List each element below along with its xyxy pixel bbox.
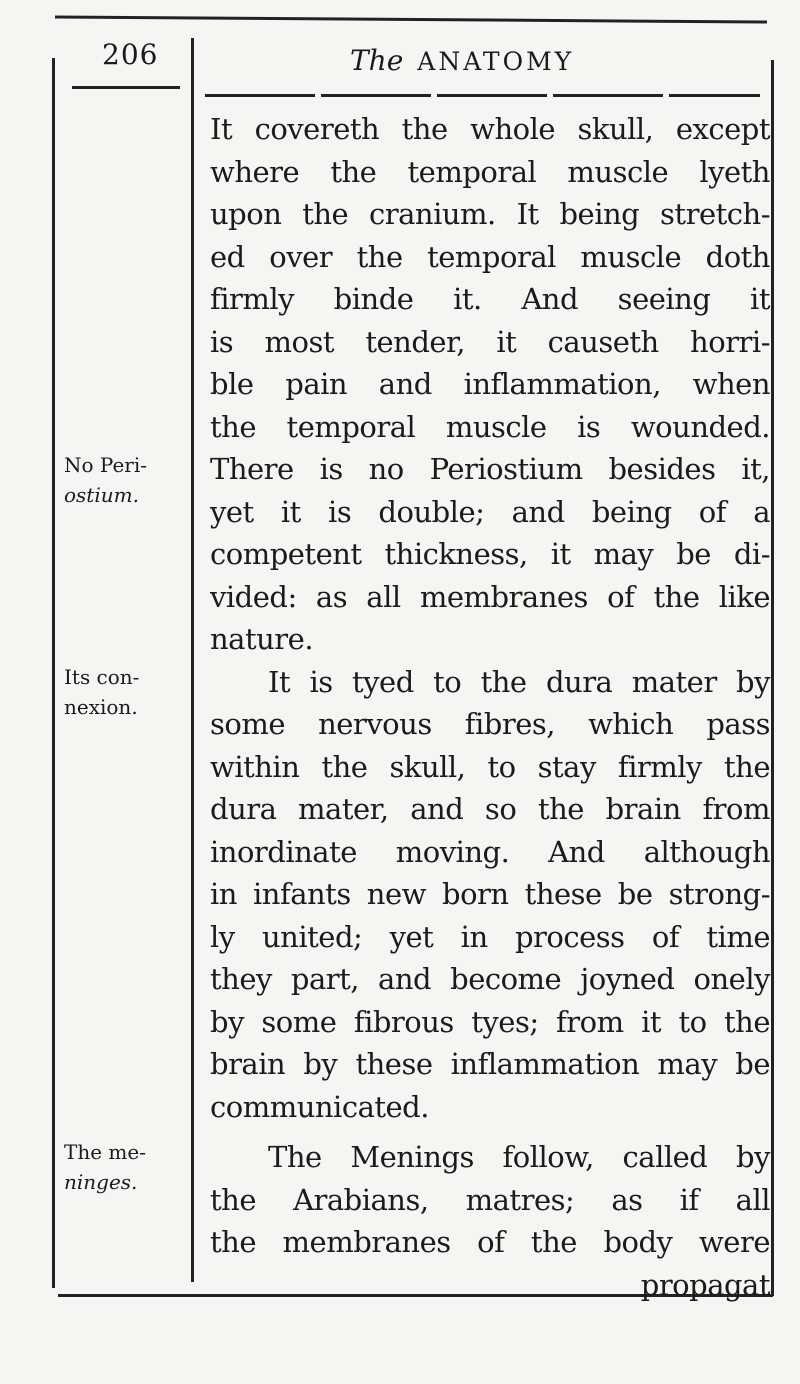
- text-line: The Menings follow, called by: [268, 1140, 770, 1174]
- text-line: the membranes of the body were: [210, 1225, 770, 1259]
- body-text: [210, 108, 770, 1306]
- margin-note-line: ninges.: [64, 1170, 138, 1194]
- text-line: yet it is double; and being of a: [210, 494, 770, 529]
- text-line: is most tender, it causeth horri-: [210, 324, 770, 359]
- running-head-title: ANATOMY: [417, 47, 575, 76]
- margin-note-line: The me-: [64, 1140, 146, 1164]
- margin-note-meninges: [64, 1137, 184, 1197]
- text-line: they part, and become joyned onely: [210, 962, 770, 996]
- text-line: some nervous fibres, which pass: [210, 707, 770, 741]
- text-line: ed over the temporal muscle doth: [210, 239, 770, 274]
- margin-note-line: Its con-: [64, 665, 140, 689]
- text-line: where the temporal muscle lyeth: [210, 154, 770, 189]
- margin-note-line: No Peri-: [64, 453, 148, 477]
- text-line: ble pain and inflammation, when: [210, 367, 770, 401]
- text-line: firmly binde it. And seeing it: [210, 282, 770, 316]
- running-head-the: The: [350, 44, 404, 77]
- text-line: It is tyed to the dura mater by: [268, 664, 770, 699]
- top-rule: [55, 16, 767, 24]
- text-line: inordinate moving. And although: [210, 834, 770, 869]
- text-line: dura mater, and so the brain from: [210, 792, 770, 826]
- margin-note-no-periostium: [64, 450, 184, 510]
- text-line: It covereth the whole skull, except: [210, 112, 770, 146]
- catchword: propagat: [640, 1267, 770, 1302]
- page-number: 206: [102, 38, 159, 71]
- text-line: within the skull, to stay firmly the: [210, 749, 770, 784]
- text-line: competent thickness, it may be di-: [210, 537, 770, 571]
- text-line: nature.: [210, 622, 314, 656]
- text-line: upon the cranium. It being stretch-: [210, 197, 770, 231]
- text-line: vided: as all membranes of the like: [210, 579, 770, 614]
- running-head-underline: [205, 94, 760, 97]
- text-line: the Arabians, matres; as if all: [210, 1182, 770, 1217]
- page-number-underline: [72, 86, 180, 89]
- text-line: brain by these inflammation may be: [210, 1047, 770, 1081]
- margin-note-line: ostium.: [64, 483, 139, 507]
- text-line: by some fibrous tyes; from it to the: [210, 1004, 770, 1039]
- margin-divider-rule: [191, 38, 194, 1282]
- running-head: [350, 44, 574, 77]
- text-line: There is no Periostium besides it,: [210, 452, 770, 486]
- text-line: the temporal muscle is wounded.: [210, 409, 770, 444]
- text-line: ly united; yet in process of time: [210, 919, 770, 954]
- text-line: in infants new born these be strong-: [210, 877, 770, 911]
- text-line: communicated.: [210, 1089, 429, 1124]
- margin-note-connexion: [64, 662, 184, 722]
- right-rule: [771, 60, 774, 1296]
- margin-note-line: nexion.: [64, 695, 138, 719]
- left-rule: [52, 58, 55, 1288]
